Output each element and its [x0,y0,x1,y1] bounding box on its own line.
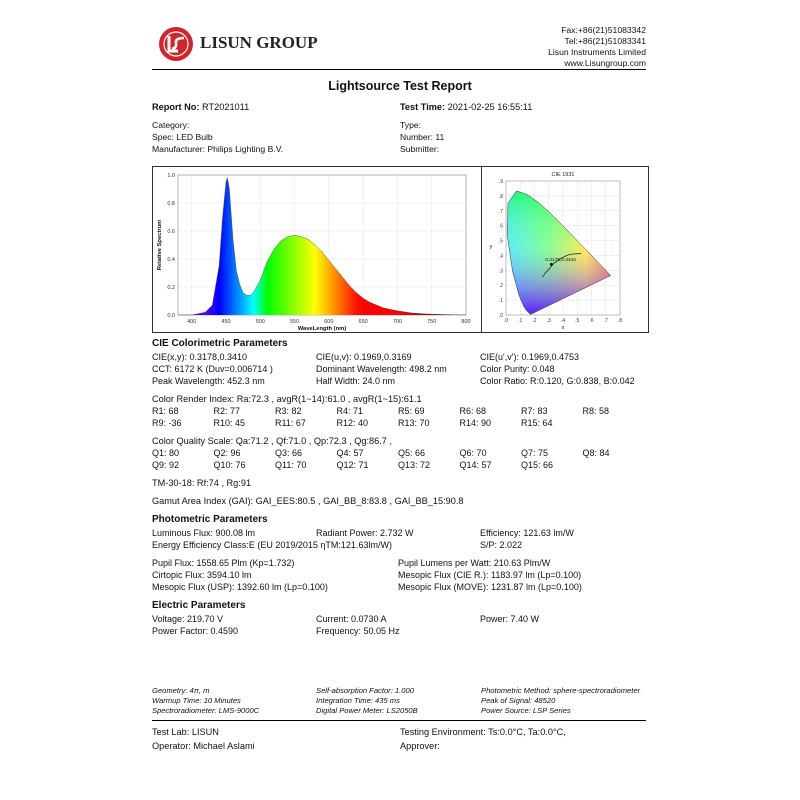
half-width: Half Width: 24.0 nm [316,376,396,386]
footer-col-3 [481,686,640,716]
x-tick-label: .0 [503,318,509,324]
cri-r3: R3: 82 [275,406,302,416]
footer-col-2 [316,686,418,716]
y-tick-label: .2 [498,283,503,290]
test-time-label: Test Time: [400,102,446,112]
y-tick-label: 1.0 [167,173,175,179]
measured-point [550,263,553,266]
number: Number: 11 [400,132,445,142]
report-number [152,102,249,112]
cri-r10: R10: 45 [213,418,246,428]
y-tick-label: 0.8 [167,201,175,207]
power: Power: 7.40 W [480,614,540,624]
cri-r4: R4: 71 [336,406,364,416]
x-axis-label: WaveLength (nm) [297,326,347,332]
color-ratio: Color Ratio: R:0.120, G:0.838, B:0.042 [480,376,635,386]
cie-uv: CIE(u,v): 0.1969,0.3169 [316,352,412,362]
power-source: Power Source: LSP Series [481,706,571,715]
cirtopic-flux: Cirtopic Flux: 3594.10 lm [152,570,252,580]
spectroradiometer: Spectroradiometer: LMS-9000C [152,706,260,715]
y-axis-label: Relative Spectrum [157,219,163,271]
efficiency: Efficiency: 121.63 lm/W [480,528,574,538]
x-tick-label: 550 [289,319,300,325]
cqs-q9: Q9: 92 [152,460,180,470]
y-tick-label: .6 [498,223,503,230]
x-tick-label: .8 [617,318,623,324]
cri-r8: R8: 58 [582,406,610,416]
logo-text: LISUN GROUP [200,33,318,52]
cqs-q10: Q10: 76 [213,460,246,470]
digital-power-meter: Digital Power Meter: LS2050B [316,706,418,715]
cqs-q13: Q13: 72 [398,460,431,470]
report-number-label: Report No: [152,102,200,112]
electric-section-title: Electric Parameters [152,600,246,611]
x-tick-label: .6 [589,318,594,324]
testing-environment: Testing Environment: Ts:0.0°C, Ta:0.0°C, [400,727,566,737]
cri-r9: R9: -36 [152,418,182,428]
mesopic-flux-cie: Mesopic Flux (CIE R.): 1183.97 lm (Lp=0.100) [398,570,582,580]
test-lab: Test Lab: LISUN [152,727,219,737]
x-tick-label: 400 [187,319,197,325]
current: Current: 0.0730 A [316,614,387,624]
cie-chart-svg [482,167,648,332]
spec: Spec: LED Bulb [152,132,213,142]
cqs-q8: Q8: 84 [582,448,610,458]
energy-efficiency-class: Energy Efficiency Class:E (EU 2019/2015 ηTM:121.63lm/W) [152,540,392,550]
x-tick-label: 700 [392,319,403,325]
photometric-method: Photometric Method: sphere-spectroradiometer [481,686,641,695]
cri-r13: R13: 70 [398,418,430,428]
cri-r15: R15: 64 [521,418,553,428]
manufacturer: Manufacturer: Philips Lighting B.V. [152,144,284,154]
pupil-flux: Pupil Flux: 1558.65 Plm (Kp=1.732) [152,558,295,568]
cri-r7: R7: 83 [521,406,548,416]
header-divider [152,69,646,70]
type: Type: [400,120,422,130]
y-tick-label: 0.0 [167,313,175,319]
cqs-q2: Q2: 96 [213,448,241,458]
color-purity: Color Purity: 0.048 [480,364,555,374]
x-axis-label: x [561,325,565,331]
charts-panel [152,166,649,333]
x-tick-label: .5 [575,318,580,324]
voltage: Voltage: 219.70 V [152,614,224,624]
y-tick-label: .5 [498,238,503,245]
power-factor: Power Factor: 0.4590 [152,626,239,636]
cie-section-title: CIE Colorimetric Parameters [152,338,288,349]
x-tick-label: 650 [358,319,368,325]
y-tick-label: .1 [498,298,503,305]
cqs-summary: Color Quality Scale: Qa:71.2 , Qf:71.0 , Qp:72.3 , Qg:86.7 , [152,436,393,446]
gai: Gamut Area Index (GAI): GAI_EES:80.5 , GAI_BB_8:83.8 , GAI_BB_15:90.8 [152,496,464,506]
y-tick-label: .9 [498,179,503,185]
s-p-ratio: S/P: 2.022 [480,540,523,550]
cie-xy: CIE(x,y): 0.3178,0.3410 [152,352,248,362]
report-title: Lightsource Test Report [328,79,472,93]
y-axis-label: y [489,244,493,250]
tm30: TM-30-18: Rf:74 , Rg:91 [152,478,252,488]
cri-r2: R2: 77 [213,406,241,416]
point-label: 0.3178,0.3410 [545,258,576,264]
cri-r11: R11: 67 [275,418,306,428]
y-tick-label: 0.4 [167,257,175,263]
report-number-value: RT2021011 [202,102,250,112]
cri-r14: R14: 90 [459,418,492,428]
frequency: Frequency: 50.05 Hz [316,626,400,636]
cie-u-v-prime: CIE(u',v'): 0.1969,0.4753 [480,352,579,362]
cri-r5: R5: 69 [398,406,425,416]
x-tick-label: 500 [255,319,265,325]
x-tick-label: .3 [546,318,551,324]
x-tick-label: 800 [461,319,471,325]
y-tick-label: 0.6 [167,229,175,235]
x-tick-label: .2 [532,318,537,324]
spectrum-chart-svg [153,167,481,332]
x-tick-label: 600 [324,319,334,325]
y-tick-label: .8 [498,193,503,200]
y-tick-label: .3 [498,268,503,275]
cqs-q7: Q7: 75 [521,448,549,458]
fax-number: Fax:+86(21)51083342 [561,25,646,35]
company-name: Lisun Instruments Limited [548,47,646,57]
dominant-wavelength: Dominant Wavelength: 498.2 nm [316,364,447,374]
x-tick-label: .4 [560,318,566,324]
cqs-q5: Q5: 66 [398,448,426,458]
submitter: Submitter: [400,144,440,154]
x-tick-label: 450 [221,319,231,325]
y-tick-label: .4 [498,253,503,260]
y-tick-label: .0 [498,313,503,319]
spectrum-area [178,178,466,315]
cri-r6: R6: 68 [459,406,487,416]
cqs-q12: Q12: 71 [336,460,369,470]
footer-col-1 [152,686,259,716]
cqs-q4: Q4: 57 [336,448,364,458]
photometric-section-title: Photometric Parameters [152,514,268,525]
tel-number: Tel:+86(21)51083341 [564,36,646,46]
cri-summary: Color Render Index: Ra:72.3 , avgR(1~14):61.0 , avgR(1~15):61.1 [152,394,422,404]
company-website: www.Lisungroup.com [564,58,646,68]
x-tick-label: .7 [603,318,608,324]
footer-divider [152,720,646,721]
spectrum-chart [153,167,482,332]
cqs-q1: Q1: 80 [152,448,180,458]
category: Category: [152,120,190,130]
pupil-lumens-per-watt: Pupil Lumens per Watt: 210.63 Plm/W [398,558,551,568]
test-time [400,102,532,112]
cri-r12: R12: 40 [336,418,369,428]
y-tick-label: .7 [498,208,503,215]
cct: CCT: 6172 K (Duv=0.006714 ) [152,364,273,374]
mesopic-flux-usp: Mesopic Flux (USP): 1392.60 lm (Lp=0.100) [152,582,328,592]
luminous-flux: Luminous Flux: 900.08 lm [152,528,256,538]
self-absorption-factor: Self-absorption Factor: 1.000 [316,686,414,695]
cie-chart [482,167,648,332]
company-logo [158,26,194,62]
cqs-q14: Q14: 57 [459,460,492,470]
x-tick-label: 750 [427,319,437,325]
peak-wavelength: Peak Wavelength: 452.3 nm [152,376,265,386]
integration-time: Integration Time: 435 ms [316,696,400,705]
geometry: Geometry: 4π, m [152,686,210,695]
x-tick-label: .1 [518,318,523,324]
warmup-time: Warmup Time: 10 Minutes [152,696,241,705]
cqs-q6: Q6: 70 [459,448,487,458]
cqs-q11: Q11: 70 [275,460,307,470]
cri-r1: R1: 68 [152,406,179,416]
peak-of-signal: Peak of Signal: 48520 [481,696,556,705]
test-time-value: 2021-02-25 16:55:11 [447,102,533,112]
cqs-q3: Q3: 66 [275,448,303,458]
operator: Operator: Michael Aslami [152,741,255,751]
radiant-power: Radiant Power: 2.732 W [316,528,414,538]
y-tick-label: 0.2 [167,285,175,291]
cie-chart-title: CIE 1931 [551,172,575,178]
cqs-q15: Q15: 66 [521,460,554,470]
approver: Approver: [400,741,440,751]
mesopic-flux-move: Mesopic Flux (MOVE): 1231.87 lm (Lp=0.100) [398,582,582,592]
